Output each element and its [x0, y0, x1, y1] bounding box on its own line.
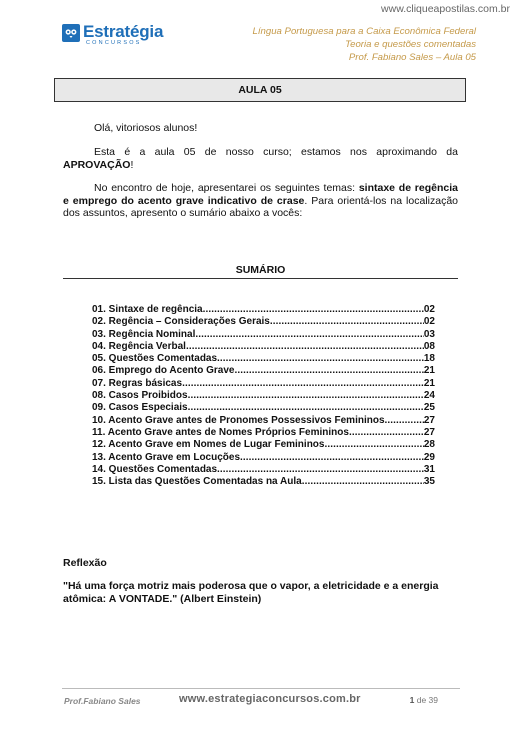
- toc-item-title: 02. Regência – Considerações Gerais: [92, 316, 270, 328]
- toc-item-title: 13. Acento Grave em Locuções: [92, 451, 241, 463]
- toc-item-title: 09. Casos Especiais: [92, 402, 188, 414]
- toc-item-page: 03: [423, 328, 435, 340]
- toc-item-page: 21: [423, 365, 435, 377]
- toc-item[interactable]: [92, 464, 435, 476]
- toc-item-title: 15. Lista das Questões Comentadas na Aula: [92, 476, 302, 488]
- toc-item[interactable]: [92, 415, 435, 427]
- reflection-quote: "Há uma força motriz mais poderosa que o vapor, a eletricidade e a energia atômica: A VONTADE." (Albert Einstein): [63, 580, 439, 605]
- site-url[interactable]: www.cliqueapostilas.com.br: [381, 3, 510, 15]
- reflection-title: Reflexão: [63, 557, 107, 569]
- toc-item-title: 10. Acento Grave antes de Pronomes Possessivos Femininos: [92, 414, 385, 426]
- toc-item[interactable]: [92, 390, 435, 402]
- toc-item-title: 04. Regência Verbal: [92, 340, 186, 352]
- toc-item-title: 11. Acento Grave antes de Nomes Próprios Femininos: [92, 426, 349, 438]
- toc-item-page: 27: [423, 414, 435, 426]
- toc-item-page: 29: [423, 451, 435, 463]
- toc-item-title: 12. Acento Grave em Nomes de Lugar Femininos: [92, 439, 325, 451]
- intro-text: Esta é a aula 05 de nosso curso; estamos nos aproximando da: [94, 146, 458, 158]
- toc-item-page: 02: [423, 304, 435, 315]
- greeting-paragraph: [63, 122, 458, 135]
- footer-divider: [62, 688, 460, 689]
- toc-item[interactable]: [92, 378, 435, 390]
- toc-item-page: 27: [423, 426, 435, 438]
- topics-text: No encontro de hoje, apresentarei os seguintes temas:: [94, 182, 359, 194]
- toc-item-title: 14. Questões Comentadas: [92, 463, 218, 475]
- lesson-title-box: AULA 05: [54, 78, 466, 102]
- toc-item-page: 35: [423, 476, 435, 488]
- toc-item-title: 06. Emprego do Acento Grave: [92, 365, 235, 377]
- toc-item-title: 07. Regras básicas: [92, 377, 183, 389]
- course-header: [253, 25, 476, 64]
- toc-item[interactable]: [92, 365, 435, 377]
- topics-bold: sintaxe de regência e emprego do acento grave indicativo de crase: [63, 182, 458, 207]
- toc-item-page: 21: [423, 377, 435, 389]
- page-total: de 39: [414, 695, 438, 705]
- footer-site-link[interactable]: www.estrategiaconcursos.com.br: [179, 693, 361, 705]
- toc-item-title: 08. Casos Proibidos: [92, 390, 188, 402]
- toc-item[interactable]: [92, 452, 435, 464]
- toc-item[interactable]: [92, 341, 435, 353]
- topics-paragraph: [63, 182, 458, 220]
- summary-divider: [63, 278, 458, 279]
- toc-item[interactable]: [92, 329, 435, 341]
- toc-item-title: 05. Questões Comentadas: [92, 353, 218, 365]
- footer-author: Prof.Fabiano Sales: [64, 696, 141, 706]
- toc-item-page: 08: [423, 340, 435, 352]
- toc-item[interactable]: [92, 476, 435, 488]
- toc-item[interactable]: [92, 439, 435, 451]
- page-current: 1: [409, 695, 415, 705]
- topics-end: . Para orientá-los na localização dos assuntos, apresento o sumário abaixo a vocês:: [63, 194, 459, 219]
- toc-item[interactable]: [92, 353, 435, 365]
- toc-item-page: 25: [423, 402, 435, 414]
- summary-title: SUMÁRIO: [235, 264, 286, 276]
- toc-item[interactable]: [92, 402, 435, 414]
- owl-icon: [62, 24, 80, 42]
- intro-bold: APROVAÇÃO: [63, 158, 131, 171]
- course-professor: Prof. Fabiano Sales – Aula 05: [348, 52, 476, 63]
- logo-subtitle: CONCURSOS: [86, 40, 142, 46]
- toc-item-page: 31: [423, 463, 435, 475]
- toc-item-title: 03. Regência Nominal: [92, 328, 196, 340]
- footer-page-number: [410, 695, 438, 705]
- course-title: Língua Portuguesa para a Caixa Econômica Federal: [252, 26, 476, 37]
- greeting-text: Olá, vitoriosos alunos!: [94, 122, 198, 134]
- toc-item-page: 28: [423, 439, 435, 451]
- toc-item[interactable]: [92, 427, 435, 439]
- logo-name: Estratégia: [83, 22, 164, 41]
- estrategia-logo: [62, 24, 182, 48]
- toc-item-page: 24: [423, 390, 435, 402]
- intro-end: !: [130, 158, 134, 171]
- toc-item[interactable]: [92, 304, 435, 316]
- toc-item[interactable]: [92, 316, 435, 328]
- toc-item-page: 18: [423, 353, 435, 365]
- toc-item-title: 01. Sintaxe de regência: [92, 304, 203, 315]
- table-of-contents: [92, 304, 435, 488]
- intro-paragraph: [63, 146, 458, 171]
- course-subtitle: Teoria e questões comentadas: [345, 39, 476, 50]
- toc-item-page: 02: [423, 316, 435, 328]
